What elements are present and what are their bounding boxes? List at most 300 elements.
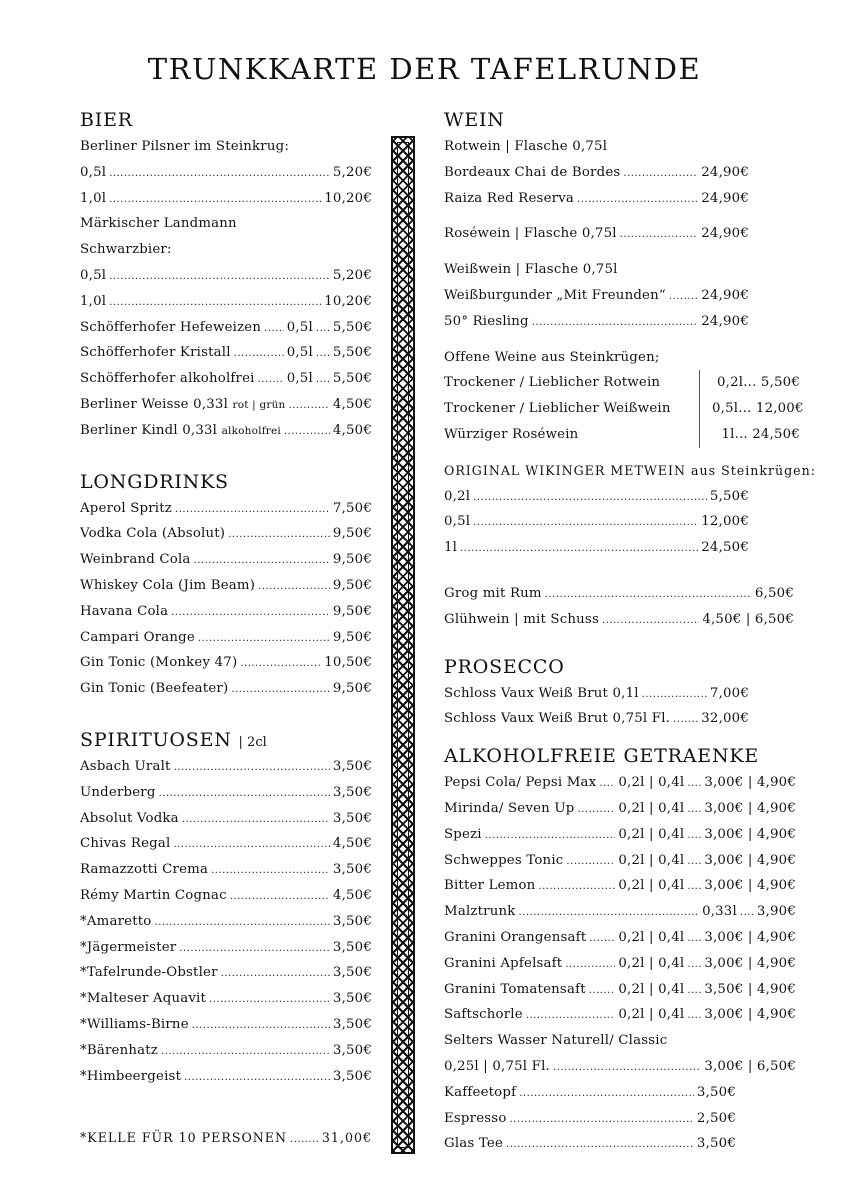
item-price: 3,50€ [332,862,372,878]
list-item: 1l... 24,50€ [721,426,800,442]
dot-leader [577,797,615,823]
item-name-text: 0,5l [444,514,471,530]
dot-leader [602,608,699,634]
item-name [80,315,261,341]
dot-leader [519,1081,694,1107]
dot-leader [687,849,701,875]
item-price: 3,50€ [332,913,372,929]
dot-leader [161,1039,330,1065]
item-name [444,509,470,535]
item-price: 3,50€ [332,965,372,981]
dot-leader [599,771,615,797]
dot-leader [109,264,330,290]
item-size: 0,2l | 0,4l [618,981,685,997]
item-price: 3,00€ | 4,90€ [704,929,796,945]
dot-leader [473,485,707,511]
dot-leader [198,626,330,652]
menu-item [80,315,372,341]
menu-item [80,806,372,832]
item-name-text: *Amaretto [80,913,152,929]
dot-leader [566,849,615,875]
item-price: 3,50€ [332,1016,372,1032]
dot-leader [316,316,330,342]
bier-schwarzbier-label: Schwarzbier: [80,242,172,258]
dot-leader [155,910,330,936]
item-price: 32,00€ [701,711,749,727]
dot-leader [687,771,701,797]
dot-leader [589,978,616,1004]
item-name-text: Bitter Lemon [444,878,536,894]
menu-item [80,935,372,961]
item-size: 0,33l [702,904,737,920]
dot-leader [258,574,330,600]
item-name [444,581,542,607]
item-name [80,650,237,676]
dot-leader [565,952,615,978]
dot-leader [109,161,330,187]
item-name-text: Gin Tonic (Monkey 47) [80,655,238,671]
dot-leader [623,161,698,187]
dot-leader [228,522,330,548]
hot-drinks-list [444,1080,736,1157]
menu-item [444,186,749,212]
menu-item [444,283,749,309]
menu-item [80,547,372,573]
item-name [444,873,535,899]
dot-leader [485,823,616,849]
spirituosen-list [80,754,372,1089]
dot-leader [231,677,330,703]
dot-leader [316,341,330,367]
menu-item [80,676,372,702]
rosewein-price: 24,90€ [701,226,749,242]
menu-item [444,706,749,732]
item-name [80,186,106,212]
menu-item [80,1038,372,1064]
dot-leader [289,393,330,419]
item-name [444,822,482,848]
menu-item [444,1002,796,1028]
item-name [444,309,529,335]
menu-item [80,599,372,625]
dot-leader [473,510,698,536]
menu-item [444,770,796,796]
item-name [80,160,106,186]
dot-leader [192,1013,330,1039]
menu-item [80,909,372,935]
item-price: 5,50€ [332,319,372,335]
menu-item [80,780,372,806]
dot-leader [184,1065,330,1091]
menu-item [444,484,749,510]
item-name [80,676,228,702]
metwein-list [444,484,749,561]
item-price: 10,50€ [324,655,372,671]
item-price: 9,50€ [332,681,372,697]
item-name [80,960,218,986]
item-name [80,1012,189,1038]
dot-leader [174,755,330,781]
item-name-text: 0,5l [80,164,107,180]
item-note: alkoholfrei [221,424,281,437]
item-name [444,1131,503,1157]
dot-leader [109,290,321,316]
item-name-text: Glas Tee [444,1136,504,1152]
list-item: 0,5l... 12,00€ [712,401,804,417]
item-name-text: Gin Tonic (Beefeater) [80,681,229,697]
dot-leader [687,926,701,952]
menu-item [80,1064,372,1090]
dot-leader [209,987,330,1013]
bier-schwarzbier-label: Märkischer Landmann [80,216,237,232]
offene-weine-sizes [699,370,804,447]
section-heading-prosecco: PROSECCO [444,655,565,678]
item-name [444,770,596,796]
dot-leader [687,978,701,1004]
menu-item [80,754,372,780]
item-name-text: Schöfferhofer Kristall [80,345,231,361]
bier-schwarzbier-list [80,263,372,315]
item-name [80,599,168,625]
item-price: 24,50€ [701,540,749,556]
item-name [444,535,457,561]
item-name-text: *Tafelrunde-Obstler [80,965,218,981]
dot-leader [159,781,330,807]
menu-item [444,1080,736,1106]
item-name [80,392,286,419]
item-name [444,186,574,212]
item-price: 9,50€ [332,526,372,542]
item-price: 3,50€ [332,991,372,1007]
section-heading-spirituosen [80,726,372,754]
item-name-text: Grog mit Rum [444,585,542,601]
item-name [80,521,225,547]
dot-leader [109,187,321,213]
menu-item [80,160,372,186]
menu-item [444,309,749,335]
item-price: 4,50€ [332,887,372,903]
rosewein-row [444,221,749,247]
dot-leader [740,900,754,926]
dot-leader [519,900,700,926]
offene-weine-names [444,370,699,447]
menu-item [80,573,372,599]
item-price: 5,20€ [332,164,372,180]
item-name [444,977,586,1003]
kelle-row [80,1125,372,1151]
menu-item [80,340,372,366]
item-price: 7,00€ [709,685,749,701]
offene-weine-table [444,370,816,447]
menu-item [444,951,796,977]
item-name [444,1080,516,1106]
bier-steinkrug-label: Berliner Pilsner im Steinkrug: [80,139,290,154]
list-item: Trockener / Lieblicher Rotwein [444,375,661,391]
dot-leader [240,651,321,677]
dot-leader [316,367,330,393]
item-price: 9,50€ [332,603,372,619]
item-price: 5,20€ [332,267,372,283]
item-name-text: Rémy Martin Cognac [80,887,227,903]
item-name-text: Schloss Vaux Weiß Brut 0,75l Fl. [444,711,671,727]
dot-leader [230,884,330,910]
item-name [444,951,562,977]
item-name-text: 1,0l [80,190,107,206]
item-name-text: Granini Tomatensaft [444,981,586,997]
item-price: 4,50€ [332,396,372,412]
item-price: 24,90€ [701,190,749,206]
list-item: Würziger Roséwein [444,426,579,442]
item-size: 0,2l | 0,4l [618,775,685,791]
item-name-text: Espresso [444,1110,507,1126]
kelle-name: *KELLE FÜR 10 PERSONEN [80,1130,288,1146]
item-price: 4,50€ [332,836,372,852]
item-name-text: Raiza Red Reserva [444,190,575,206]
item-name-text: Schloss Vaux Weiß Brut 0,1l [444,685,639,701]
item-name [80,909,152,935]
item-price: 5,50€ [332,371,372,387]
item-price: 5,50€ [709,488,749,504]
dot-leader [234,341,284,367]
item-name [80,625,195,651]
item-name [444,848,563,874]
selters-row [444,1054,796,1080]
weisswein-list [444,283,749,335]
item-name [444,160,620,186]
dot-leader [221,961,330,987]
menu-item [444,509,749,535]
menu-item [80,986,372,1012]
item-name-text: Schöfferhofer Hefeweizen [80,319,262,335]
alkoholfrei-list [444,770,796,1028]
item-price: 3,50€ [696,1136,736,1152]
item-size: 0,2l | 0,4l [618,878,685,894]
item-name [444,899,516,925]
item-price: 9,50€ [332,629,372,645]
item-price: 3,50€ [332,810,372,826]
section-heading-longdrinks: LONGDRINKS [80,470,229,493]
menu-item [80,263,372,289]
menu-item [80,831,372,857]
item-name [444,706,670,732]
item-name-text: Saftschorle [444,1007,523,1023]
item-price: 6,50€ [754,585,794,601]
dot-leader [506,1132,694,1158]
item-name-text: Ramazzotti Crema [80,862,209,878]
menu-item [444,822,796,848]
item-price: 3,50€ [332,939,372,955]
list-item: 0,2l... 5,50€ [717,375,800,391]
right-column [444,106,816,1157]
item-name-text: Malztrunk [444,904,516,920]
item-name-text: Aperol Spritz [80,500,173,516]
item-name-text: Weinbrand Cola [80,552,191,568]
item-name-text: Mirinda/ Seven Up [444,800,575,816]
item-price: 3,00€ | 4,90€ [704,955,796,971]
item-name [80,883,227,909]
dot-leader [577,187,698,213]
item-name-text: Glühwein | mit Schuss [444,611,599,627]
item-name [444,925,586,951]
item-price: 9,50€ [332,552,372,568]
item-price: 3,00€ | 4,90€ [704,852,796,868]
item-price: 3,50€ [696,1084,736,1100]
item-size: 0,2l | 0,4l [618,955,685,971]
item-price: 7,50€ [332,500,372,516]
dot-leader [642,682,707,708]
dot-leader [173,832,329,858]
item-price: 5,50€ [332,345,372,361]
item-name [80,831,170,857]
item-name-text: Underberg [80,784,156,800]
celtic-knot-divider [391,136,415,1154]
item-price: 3,00€ | 4,90€ [704,800,796,816]
item-name [444,1106,507,1132]
dot-leader [669,284,698,310]
dot-leader [538,874,615,900]
rosewein-name: Roséwein | Flasche 0,75l [444,226,617,242]
dot-leader [510,1107,694,1133]
menu-item [444,848,796,874]
item-name [80,496,172,522]
dot-leader [687,797,701,823]
item-name-text: Whiskey Cola (Jim Beam) [80,577,256,593]
item-size: 0,5l [286,319,313,335]
menu-item [80,289,372,315]
item-price: 3,50€ [332,1042,372,1058]
menu-item [80,960,372,986]
dot-leader [460,536,698,562]
item-name-text: Schweppes Tonic [444,852,564,868]
dot-leader [290,1127,319,1153]
item-price: 24,90€ [701,287,749,303]
menu-item [444,977,796,1003]
menu-title: TRUNKKARTE DER TAFELRUNDE [147,52,702,86]
selters-price: 3,00€ | 6,50€ [704,1058,796,1074]
item-price: 3,00€ | 4,90€ [704,878,796,894]
item-name [80,1064,181,1090]
menu-item [80,186,372,212]
dot-leader [687,1003,701,1029]
menu-item [80,496,372,522]
item-price: 24,90€ [701,313,749,329]
dot-leader [589,926,615,952]
item-name-text: *Williams-Birne [80,1016,189,1032]
dot-leader [171,600,330,626]
item-name [80,418,281,445]
item-price: 3,50€ [332,1068,372,1084]
item-name [444,681,639,707]
prosecco-list [444,681,749,733]
item-name-text: *Malteser Aquavit [80,991,207,1007]
dot-leader [179,936,330,962]
menu-item [80,1012,372,1038]
item-name [80,780,156,806]
item-name-text: Vodka Cola (Absolut) [80,526,226,542]
menu-item [80,857,372,883]
item-price: 9,50€ [332,577,372,593]
item-price: 3,50€ [332,758,372,774]
item-name-text: 1,0l [80,293,107,309]
dot-leader [258,367,284,393]
item-price: 4,50€ | 6,50€ [702,611,794,627]
item-price: 4,50€ [332,422,372,438]
menu-item [80,392,372,418]
bier-steinkrug-list [80,160,372,212]
item-name [444,484,470,510]
item-name [80,935,176,961]
menu-item [444,1106,736,1132]
bier-list [80,315,372,444]
menu-item [80,650,372,676]
list-item: Trockener / Lieblicher Weißwein [444,401,671,417]
item-name [444,607,599,633]
dot-leader [526,1003,616,1029]
dot-leader [553,1055,701,1081]
item-name-text: Spezi [444,826,482,842]
menu-item [444,681,749,707]
dot-leader [175,497,330,523]
item-price: 3,00€ | 4,90€ [704,826,796,842]
spirituosen-subtitle: | 2cl [238,734,267,750]
item-name [444,1002,523,1028]
item-size: 0,2l | 0,4l [618,826,685,842]
item-name-text: Campari Orange [80,629,195,645]
dot-leader [687,874,701,900]
item-name-text: Kaffeetopf [444,1084,517,1100]
item-size: 0,5l [286,371,313,387]
item-name-text: 0,2l [444,488,471,504]
item-size: 0,2l | 0,4l [618,800,685,816]
item-name [80,340,231,366]
item-price: 10,20€ [324,293,372,309]
item-name-text: Granini Apfelsaft [444,955,563,971]
item-price: 3,00€ | 4,90€ [704,1007,796,1023]
longdrinks-list [80,496,372,702]
item-name-text: Weißburgunder „Mit Freunden“ [444,287,666,303]
item-name-text: Berliner Weisse 0,33l [80,396,229,412]
dot-leader [194,548,330,574]
item-note: rot | grün [232,398,286,411]
item-price: 24,90€ [701,164,749,180]
metwein-label: ORIGINAL WIKINGER METWEIN aus Steinkrügen: [444,462,816,478]
dot-leader [673,707,698,733]
item-name [80,547,191,573]
item-price: 12,00€ [701,514,749,530]
menu-item [444,1131,736,1157]
item-price: 10,20€ [324,190,372,206]
item-name-text: *Jägermeister [80,939,177,955]
item-name [80,366,255,392]
spirituosen-title: SPIRITUOSEN [80,728,232,751]
item-name [80,1038,158,1064]
menu-item [80,366,372,392]
item-name-text: Bordeaux Chai de Bordes [444,164,621,180]
dot-leader [687,952,701,978]
dot-leader [211,858,330,884]
menu-item [444,607,794,633]
menu-item [80,625,372,651]
section-heading-alkoholfrei: ALKOHOLFREIE GETRAENKE [444,745,760,768]
item-name-text: *Himbeergeist [80,1068,182,1084]
item-name-text: Havana Cola [80,603,169,619]
item-name [80,754,171,780]
dot-leader [264,316,284,342]
dot-leader [545,582,752,608]
menu-item [444,535,749,561]
menu-item [444,796,796,822]
item-name-text: Schöfferhofer alkoholfrei [80,371,255,387]
